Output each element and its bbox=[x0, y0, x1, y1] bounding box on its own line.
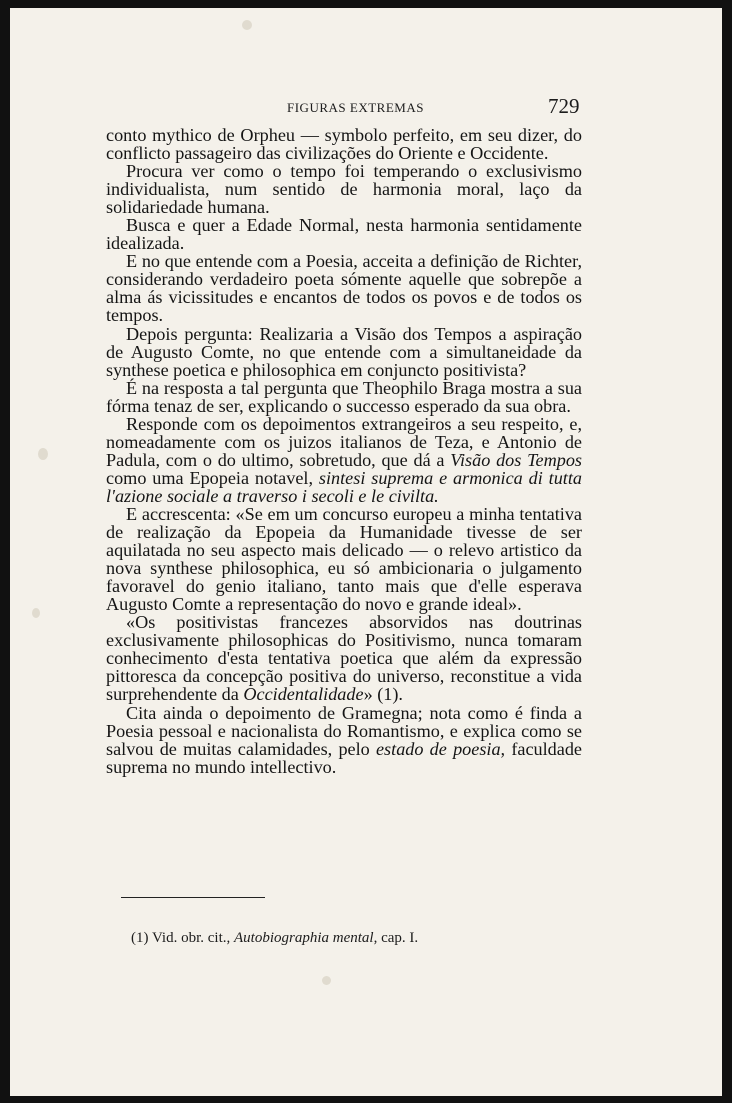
body-text bbox=[106, 126, 582, 776]
italic-text: estado de poesia, bbox=[375, 738, 506, 759]
text-run: E no que entende com a Poesia, acceita a definição de Richter, considerando verdadeiro poeta sómente aquelle que sobrepõe a alma ás vicissitudes e encantos de todos os povos e de todos os tempos. bbox=[106, 251, 582, 326]
footnote-suffix: , cap. I. bbox=[373, 930, 419, 946]
book-page bbox=[10, 8, 722, 1096]
text-run: faculdade suprema no mundo intellectivo. bbox=[106, 738, 583, 777]
paragraph bbox=[106, 704, 582, 776]
text-run: Busca e quer a Edade Normal, nesta harmonia sentidamente idealizada. bbox=[106, 215, 582, 254]
footnote-prefix: Vid. obr. cit., bbox=[148, 930, 234, 946]
footnote-divider bbox=[121, 897, 265, 898]
paper-stain bbox=[32, 608, 40, 618]
paragraph bbox=[106, 325, 582, 379]
text-run: «Os positivistas francezes absorvidos nas doutrinas exclusivamente philosophicas do Positivismo, nunca tomaram conhecimento d'esta tentativa poetica que além da expressão pittoresca da concepção positiva do universo, reconstitue a vida surprehendente da bbox=[106, 612, 582, 705]
footnote-marker: (1) bbox=[131, 930, 149, 946]
text-run: » (1). bbox=[363, 684, 403, 705]
footnote-title: Autobiographia mental bbox=[234, 930, 374, 946]
footnote bbox=[131, 930, 418, 947]
paragraph bbox=[106, 126, 582, 162]
running-title: FIGURAS EXTREMAS bbox=[287, 100, 424, 115]
paper-stain bbox=[322, 976, 331, 985]
text-run: como uma Epopeia notavel, bbox=[106, 467, 319, 488]
paper-stain bbox=[38, 448, 48, 460]
italic-text: Visão dos Tempos bbox=[450, 449, 582, 470]
paragraph bbox=[106, 216, 582, 252]
text-run: Responde com os depoimentos extrangeiros a seu respeito, e, nomeadamente com os juizos italianos de Teza, e Antonio de Padula, com o do ultimo, sobretudo, que dá a bbox=[106, 413, 582, 470]
paragraph bbox=[106, 379, 582, 415]
text-run: Cita ainda o depoimento de Gramegna; nota como é finda a Poesia pessoal e nacionalista do Romantismo, e explica como se salvou de muitas calamidades, pelo bbox=[106, 702, 582, 759]
text-run: E accrescenta: «Se em um concurso europeu a minha tentativa de realização da Epopeia da Humanidade tivesse de ser aquilatada no seu aspecto mais delicado — o relevo artistico da nova synthese philosophica, eu só ambicionaria o julgamento favoravel do genio italiano, tanto mais que d'elle esperava Augusto Comte a representação do novo e grande ideal». bbox=[106, 503, 582, 615]
paragraph bbox=[106, 162, 582, 216]
text-run: Procura ver como o tempo foi temperando o exclusivismo individualista, num sentido de harmonia moral, laço da solidariedade humana. bbox=[106, 161, 582, 218]
paragraph bbox=[106, 252, 582, 324]
paper-stain bbox=[242, 20, 252, 30]
running-header bbox=[10, 94, 722, 118]
italic-text: Occidentalidade bbox=[243, 684, 364, 705]
page-number: 729 bbox=[548, 94, 580, 118]
paragraph bbox=[106, 613, 582, 703]
text-run: conto mythico de Orpheu — symbolo perfeito, em seu dizer, do conflicto passageiro das civilizações do Oriente e Occidente. bbox=[106, 125, 582, 164]
paragraph bbox=[106, 415, 582, 505]
text-run: É na resposta a tal pergunta que Theophilo Braga mostra a sua fórma tenaz de ser, explicando o successo esperado da sua obra. bbox=[106, 377, 582, 416]
text-run: Depois pergunta: Realizaria a Visão dos Tempos a aspiração de Augusto Comte, no que entende com a simultaneidade da synthese poetica e philosophica em conjuncto positivista? bbox=[106, 323, 582, 380]
paragraph bbox=[106, 505, 582, 613]
italic-text: sintesi suprema e armonica di tutta l'azione sociale a traverso i secoli e le civilta. bbox=[106, 467, 582, 506]
